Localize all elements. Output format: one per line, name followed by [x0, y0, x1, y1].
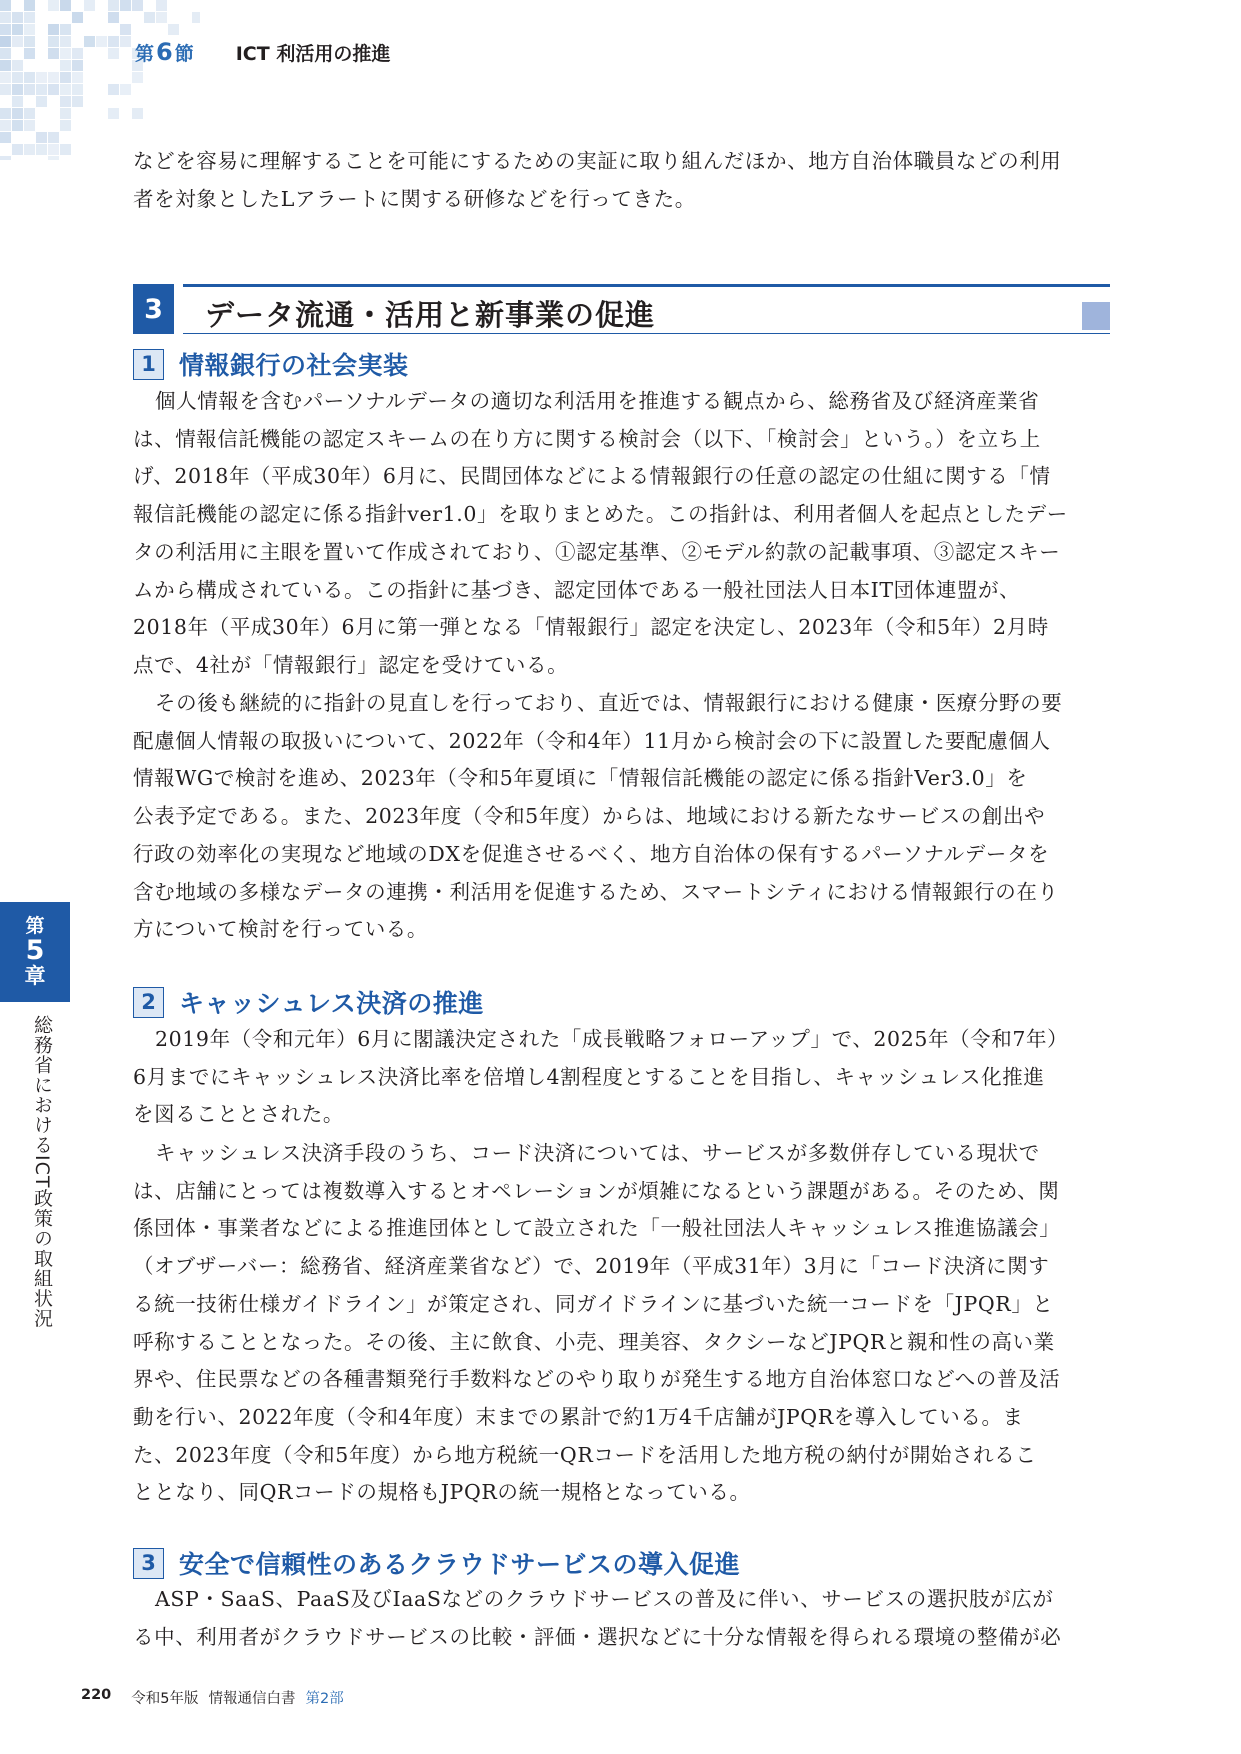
- header-decoration: [0, 0, 200, 160]
- book-edition: 令和5年版: [131, 1691, 199, 1707]
- heading-rule-top: [183, 284, 1110, 287]
- subsection-heading-1: [133, 347, 409, 381]
- subsection-number-box: 3: [133, 1548, 164, 1579]
- body-paragraph: 2019年（令和元年）6月に閣議決定された「成長戦略フォローアップ」で、2025年（令和7年） 6月までにキャッシュレス決済比率を倍増し4割程度とすることを目指し、キャッシュレス化推進 を図ることとされた。: [133, 1027, 1069, 1127]
- subsection-title: キャッシュレス決済の推進: [179, 989, 484, 1018]
- subsection-number-box: 2: [133, 987, 164, 1018]
- subsection-heading-3: [133, 1546, 740, 1580]
- chapter-tab: 第 5 章: [0, 902, 70, 1002]
- heading-rule-bottom: [183, 333, 1110, 334]
- page-footer: [81, 1687, 344, 1708]
- intro-paragraph: などを容易に理解することを可能にするための実証に取り組んだほか、地方自治体職員などの利用 者を対象としたLアラートに関する研修などを行ってきた。: [133, 149, 1062, 211]
- heading-square-icon: [1082, 302, 1110, 330]
- subsection-title: 安全で信頼性のあるクラウドサービスの導入促進: [179, 1550, 741, 1579]
- body-paragraph: 個人情報を含むパーソナルデータの適切な利活用を推進する観点から、総務省及び経済産業省 は、情報信託機能の認定スキームの在り方に関する検討会（以下、「検討会」という。）を立ち上 げ、2018年（平成30年）6月に、民間団体などによる情報銀行の任意の認定の仕組に関する「情 報信託機能の認定に係る指針ver1.0」を取りまとめた。この指針は、利用者個人を起点としたデー タの利活用に主眼を置いて作成されており、①認定基準、②モデル約款の記載事項、③認定スキー ムから構成されている。この指針に基づき、認定団体である一般社団法人日本IT団体連盟が、 2018年（平成30年）6月に第一弾となる「情報銀行」認定を決定し、2023年（令和5年）2月時 点で、4社が「情報銀行」認定を受けている。: [133, 389, 1068, 677]
- section-heading: [133, 284, 1110, 334]
- running-header: [135, 38, 390, 66]
- subsection-number-box: 1: [133, 349, 164, 380]
- chapter-side-title: 総務省におけるICT政策の取組状況: [31, 1015, 53, 1329]
- body-paragraph: ASP・SaaS、PaaS及びIaaSなどのクラウドサービスの普及に伴い、サービスの選択肢が広が る中、利用者がクラウドサービスの比較・評価・選択などに十分な情報を得られる環境の整備が必: [133, 1587, 1062, 1649]
- body-paragraph: その後も継続的に指針の見直しを行っており、直近では、情報銀行における健康・医療分野の要 配慮個人情報の取扱いについて、2022年（令和4年）11月から検討会の下に設置した要配慮個人 情報WGで検討を進め、2023年（令和5年夏頃に「情報信託機能の認定に係る指針Ver3.0」を 公表予定である。また、2023年度（令和5年度）からは、地域における新たなサービスの創出や 行政の効率化の実現など地域のDXを促進させるべく、地方自治体の保有するパーソナルデータを 含む地域の多様なデータの連携・利活用を促進するため、スマートシティにおける情報銀行の在り 方について検討を行っている。: [133, 691, 1063, 942]
- subsection-title: 情報銀行の社会実装: [179, 351, 409, 380]
- section-heading-number: 3: [133, 284, 174, 334]
- section-suffix: 節: [174, 43, 194, 65]
- subsection-heading-2: [133, 985, 484, 1019]
- part-label: 第2部: [305, 1691, 344, 1707]
- section-number: 6: [156, 38, 173, 66]
- book-title: 情報通信白書: [208, 1691, 296, 1707]
- section-prefix: 第: [135, 43, 155, 65]
- page-number: 220: [81, 1687, 112, 1703]
- section-heading-title: データ流通・活用と新事業の促進: [205, 298, 656, 332]
- body-paragraph: キャッシュレス決済手段のうち、コード決済については、サービスが多数併存している現状で は、店舗にとっては複数導入するとオペレーションが煩雑になるという課題がある。そのため、関 係団体・事業者などによる推進団体として設立された「一般社団法人キャッシュレス推進協議会」 （オブザーバー：総務省、経済産業省など）で、2019年（平成31年）3月に「コード決済に関す る統一技術仕様ガイドライン」が策定され、同ガイドラインに基づいた統一コードを「JPQR」と 呼称することとなった。その後、主に飲食、小売、理美容、タクシーなどJPQRと親和性の高い業 界や、住民票などの各種書類発行手数料などのやり取りが発生する地方自治体窓口などへの普及活 動を行い、2022年度（令和4年度）末までの累計で約1万4千店舗がJPQRを導入している。ま た、2023年度（令和5年度）から地方税統一QRコードを活用した地方税の納付が開始されるこ ととなり、同QRコードの規格もJPQRの統一規格となっている。: [133, 1141, 1061, 1505]
- section-title: ICT 利活用の推進: [235, 43, 391, 65]
